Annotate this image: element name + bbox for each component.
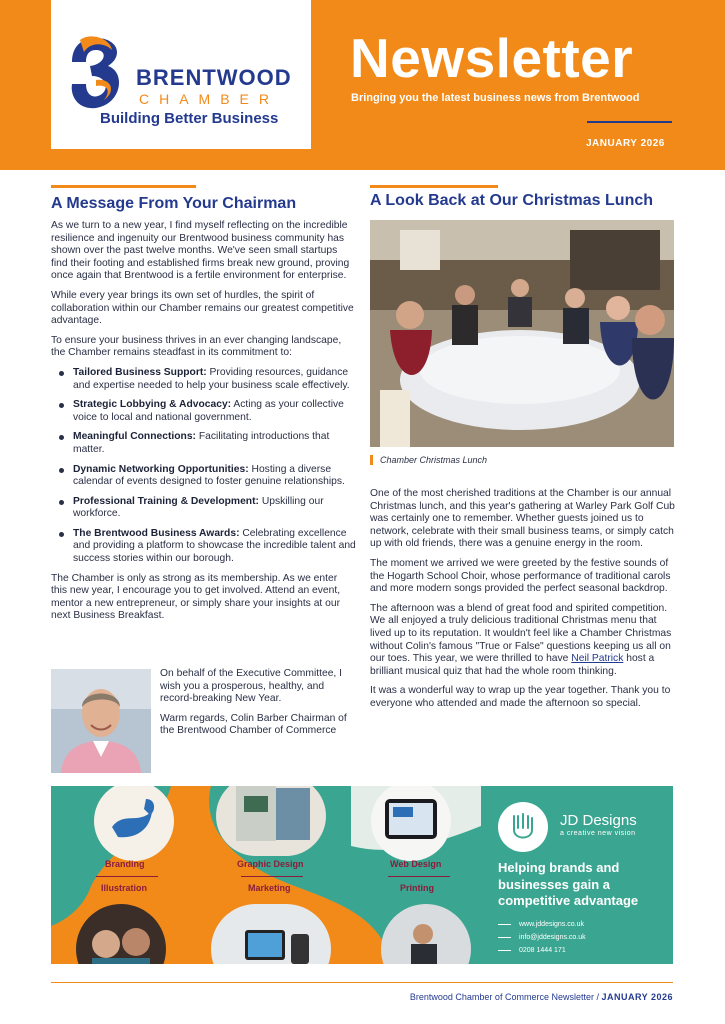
service-marketing: Marketing <box>248 883 291 893</box>
page-footer: Brentwood Chamber of Commerce Newsletter / JANUARY 2026 <box>409 992 673 1002</box>
signoff <box>160 668 350 745</box>
list-item: Professional Training & Development: Upskilling our workforce. <box>51 496 356 521</box>
paragraph: The moment we arrived we were greeted by the festive sounds of the Hogarth School Choir, whose performance of traditional carols and more modern songs provided the perfect seasonal backdrop. <box>370 557 671 595</box>
brand-tagline: Building Better Business <box>100 110 279 127</box>
header-divider <box>587 121 672 123</box>
newsletter-subtitle: Bringing you the latest business news from Brentwood <box>351 92 640 104</box>
jd-hand-icon <box>498 802 548 852</box>
list-item: Dynamic Networking Opportunities: Hosting a diverse calendar of events designed to foster genuine relationships. <box>51 464 356 489</box>
chairman-heading: A Message From Your Chairman <box>51 195 297 212</box>
lunch-heading: A Look Back at Our Christmas Lunch <box>370 192 654 209</box>
divider <box>96 876 158 877</box>
issue-date: JANUARY 2026 <box>586 138 665 149</box>
chamber-logo-icon <box>66 34 126 114</box>
section-accent <box>51 185 196 188</box>
divider <box>241 876 303 877</box>
paragraph: On behalf of the Executive Committee, I wish you a prosperous, healthy, and record-breaking New Year. <box>160 668 343 705</box>
marketing-image <box>211 904 331 964</box>
chairman-photo <box>51 669 151 773</box>
paragraph: As we turn to a new year, I find myself reflecting on the incredible resilience and ingenuity our Brentwood business community has shown over the past twelve months. We've seen small startups find their footing and established firms break new ground, proving once again that Brentwood is a fertile environment for enterprise. <box>51 220 350 282</box>
service-printing: Printing <box>400 883 434 893</box>
jd-logo <box>498 802 548 852</box>
christmas-lunch-photo <box>370 220 674 447</box>
footer-divider <box>51 982 673 983</box>
chairman-article <box>51 220 356 630</box>
brand-logo[interactable] <box>51 0 311 149</box>
newsletter-title: Newsletter <box>350 27 634 89</box>
service-web-design: Web Design <box>390 859 442 869</box>
contact-phone[interactable]: 0208 1444 171 <box>498 947 566 954</box>
paragraph: The Chamber is only as strong as its membership. As we enter this new year, I encourage you to get involved. Attend an event, mentor a new entrepreneur, or simply share your insights at our next Business Breakfast. <box>51 572 341 622</box>
section-accent <box>370 185 498 188</box>
advert-headline: Helping brands and businesses gain a competitive advantage <box>498 860 639 908</box>
caption-marker <box>370 455 373 465</box>
masthead <box>0 0 725 170</box>
company-tagline: a creative new vision <box>560 830 636 837</box>
service-branding: Branding <box>105 859 145 869</box>
service-graphic-design: Graphic Design <box>237 859 304 869</box>
divider <box>388 876 450 877</box>
list-item: Tailored Business Support: Providing resources, guidance and expertise needed to help your business scale effectively. <box>51 367 356 392</box>
brand-sub: CHAMBER <box>139 91 280 107</box>
graphic-design-image <box>216 786 326 856</box>
photo-caption: Chamber Christmas Lunch <box>380 455 488 465</box>
brand-name: BRENTWOOD <box>136 65 292 90</box>
company-name: JD Designs <box>560 812 637 829</box>
list-item: Meaningful Connections: Facilitating introductions that matter. <box>51 431 356 456</box>
paragraph: To ensure your business thrives in an ever changing landscape, the Chamber remains steadfast in its commitment to: <box>51 334 342 359</box>
list-item: Strategic Lobbying & Advocacy: Acting as your collective voice to local and national government. <box>51 399 356 424</box>
commitment-list <box>51 367 356 566</box>
paragraph: One of the most cherished traditions at the Chamber is our annual Christmas lunch, and this year's gathering at Warley Park Golf Cub was certainly one to remember. Whether guests joined us to network, celebrate with their small business teams, or simply catch up with old friends, there was a genuine energy in the room. <box>370 488 675 550</box>
contact-website[interactable]: www.jddesigns.co.uk <box>498 921 584 928</box>
contact-email[interactable]: info@jddesigns.co.uk <box>498 934 586 941</box>
list-item: The Brentwood Business Awards: Celebrating excellence and providing a platform to showcase the incredible talent and success stories within our borough. <box>51 528 356 566</box>
signature: Warm regards, Colin Barber Chairman of the Brentwood Chamber of Commerce <box>160 712 347 737</box>
service-illustration: Illustration <box>101 883 148 893</box>
neil-patrick-link[interactable]: Neil Patrick <box>571 653 624 665</box>
paragraph: While every year brings its own set of hurdles, the spirit of collaboration within our Chamber remains our greatest competitive advantage. <box>51 289 354 327</box>
lunch-article <box>370 488 675 718</box>
paragraph: The afternoon was a blend of great food and spirited competition. We all enjoyed a truly delicious traditional Christmas menu that lived up to its reputation. It wouldn't feel like a Chamber Christmas without Colin's famous "True or False" questions keeping us all on our toes. This year, we were thrilled to have Neil Patrick host a brilliant musical quiz that had the whole room thinking. <box>370 602 672 677</box>
paragraph: It was a wonderful way to wrap up the year together. Thank you to everyone who attended and made the afternoon so special. <box>370 685 671 709</box>
